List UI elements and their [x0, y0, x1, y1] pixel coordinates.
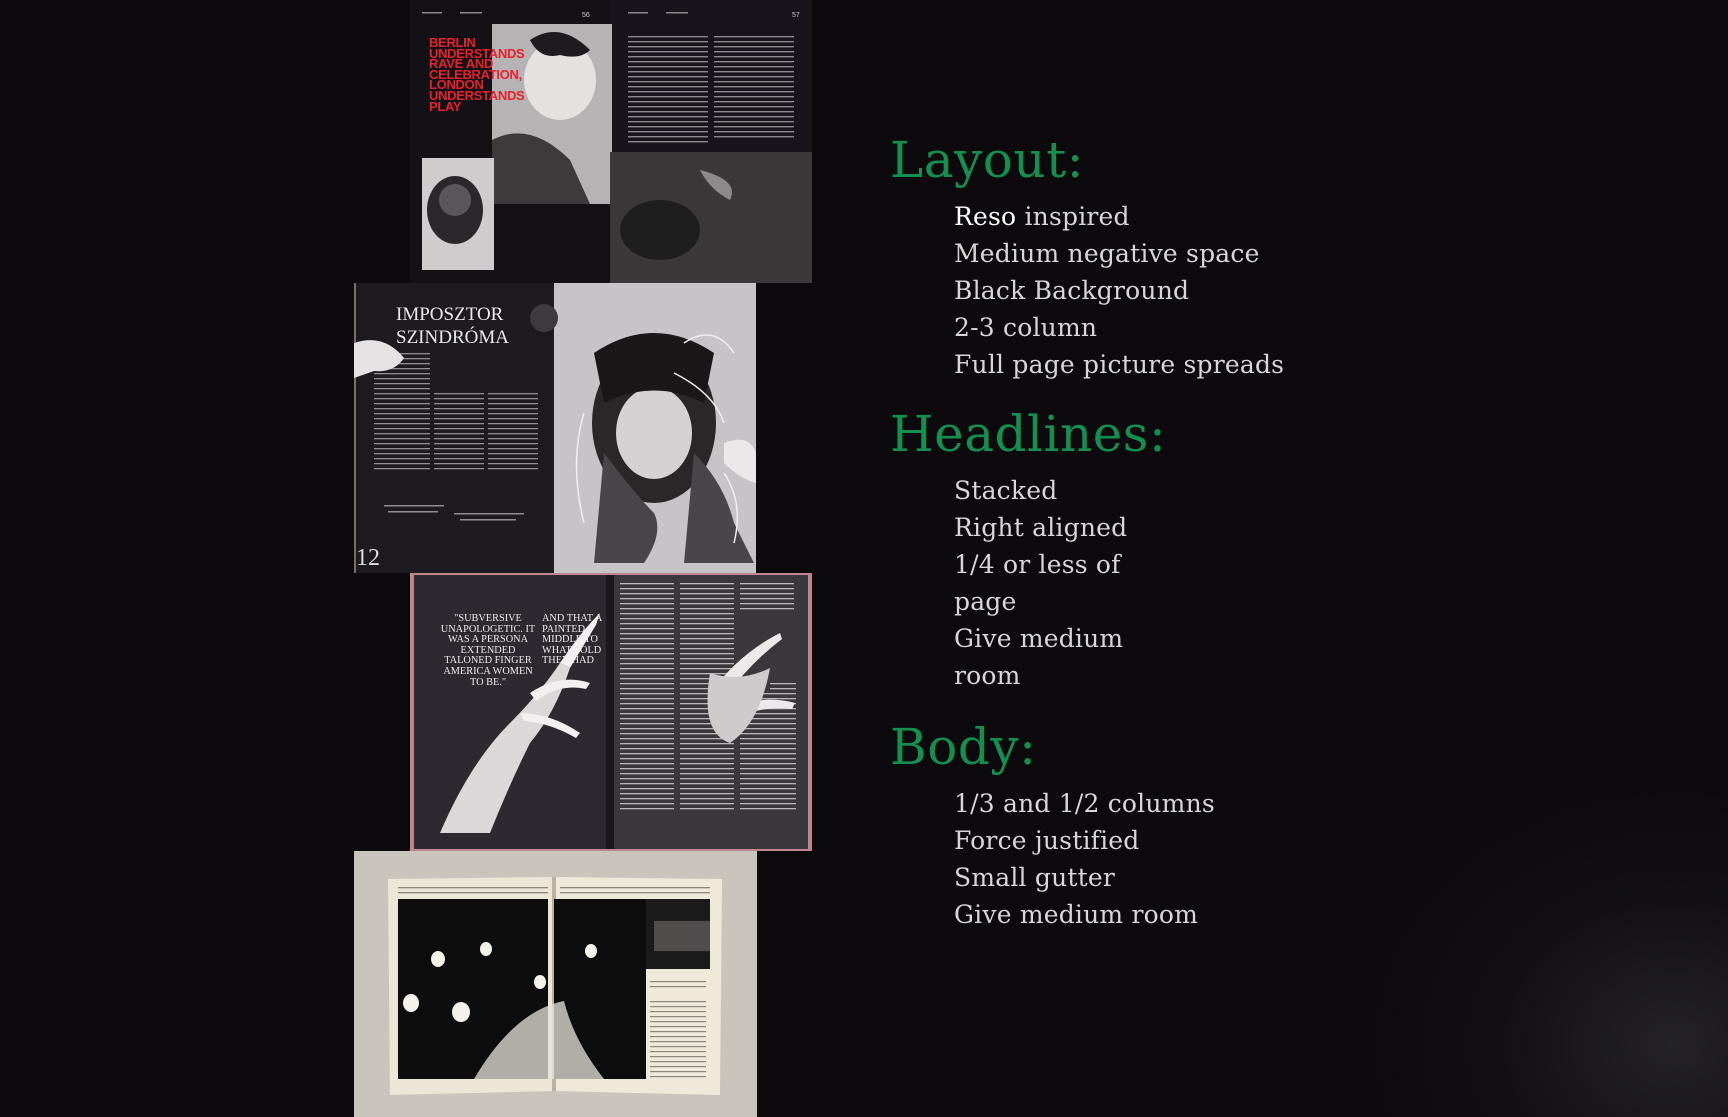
magazine-spread-berlin-image [410, 0, 812, 283]
body-list [954, 785, 1215, 933]
headlines-item: room [954, 661, 1021, 690]
layout-item [954, 309, 1284, 346]
body-heading: Body: [890, 718, 1037, 776]
headlines-item: Right aligned [954, 513, 1128, 542]
page-number-12: 12 [356, 545, 380, 571]
magazine-spread-talon-image [410, 573, 812, 851]
headlines-item: page [954, 587, 1017, 616]
headlines-heading: Headlines: [890, 405, 1167, 463]
headlines-item: 1/4 or less of [954, 550, 1121, 579]
layout-item-text: Medium negative space [954, 239, 1260, 268]
imposztor-title-line1: IMPOSZTOR [396, 304, 504, 325]
body-section [890, 717, 1215, 933]
body-item: 1/3 and 1/2 columns [954, 789, 1215, 818]
spread-headline-red: BERLIN UNDERSTANDS RAVE AND CELEBRATION, LONDON UNDERSTANDS PLAY [429, 35, 525, 114]
layout-item-text: Black Background [954, 276, 1190, 305]
layout-item [954, 235, 1284, 272]
body-item: Force justified [954, 826, 1140, 855]
talon-quote-left: "SUBVERSIVE UNAPOLOGETIC. IT WAS A PERSONA EXTENDED TALONED FINGER AMERICA WOMEN TO BE." [440, 613, 536, 688]
layout-item-text: inspired [1016, 202, 1130, 231]
background-smoke-texture [1368, 787, 1728, 1117]
body-item: Small gutter [954, 863, 1116, 892]
layout-item-text: 2-3 column [954, 313, 1098, 342]
layout-list [954, 198, 1284, 383]
imposztor-title-line2: SZINDRÓMA [396, 327, 509, 348]
headlines-section [890, 404, 1166, 694]
page-number-right: 57 [792, 12, 800, 19]
booklet-spread-photo-image [354, 851, 757, 1117]
layout-item [954, 198, 1284, 235]
layout-heading: Layout: [890, 131, 1085, 189]
imposztor-title [396, 303, 509, 349]
headlines-item: Give medium [954, 624, 1124, 653]
booklet-spread-graphic [354, 851, 757, 1117]
layout-item [954, 346, 1284, 383]
layout-item [954, 272, 1284, 309]
layout-section [890, 130, 1284, 383]
headlines-list [954, 472, 1166, 694]
layout-item-highlight: Reso [954, 202, 1017, 231]
body-item: Give medium room [954, 900, 1199, 929]
talon-quote-right: AND THAT A PAINTED, MIDDLE TO WHAT TOLD THEY HAD [542, 613, 602, 667]
headlines-item: Stacked [954, 476, 1058, 505]
layout-item-text: Full page picture spreads [954, 350, 1285, 379]
page-number-left: 56 [582, 12, 590, 19]
magazine-spread-imposztor-image [354, 283, 756, 573]
